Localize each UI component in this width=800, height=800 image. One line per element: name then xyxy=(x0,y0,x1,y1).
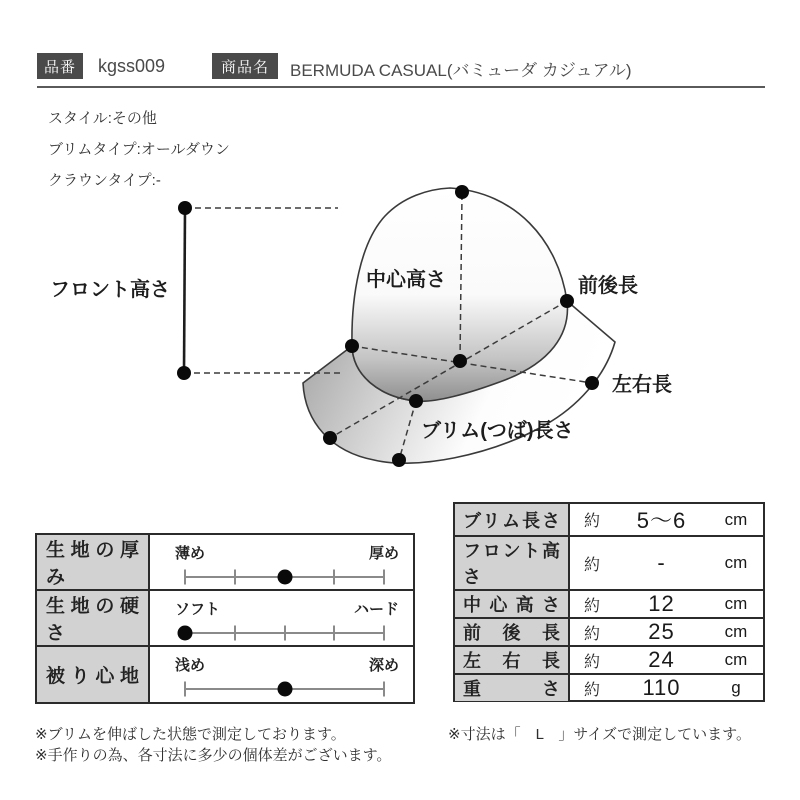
center-height-label: 中心高さ xyxy=(366,269,446,291)
approx-mark: 約 xyxy=(583,681,600,699)
size-row-label: 中心高さ xyxy=(455,591,570,617)
slider-tick xyxy=(234,626,236,641)
size-row-label: 重さ xyxy=(455,675,570,701)
slider-max-label: 深め xyxy=(368,657,399,674)
slider-tick xyxy=(333,570,335,585)
approx-mark: 約 xyxy=(583,513,600,530)
size-row-label: フロント高さ xyxy=(455,537,570,589)
slider-dot xyxy=(277,570,292,585)
slider-dot xyxy=(178,626,193,641)
slider-track xyxy=(185,680,384,698)
note-handmade-variance: ※手作りの為、各寸法に多少の個体差がございます。 xyxy=(35,747,392,764)
size-table xyxy=(453,502,765,702)
wearing-comfort-label: 被り心地 xyxy=(37,647,150,702)
slider-tick xyxy=(234,570,236,585)
product-name-value: BERMUDA CASUAL(バミューダ カジュアル) xyxy=(290,61,632,80)
size-value: 12 xyxy=(648,591,675,616)
slider-max-label: ハード xyxy=(353,601,399,618)
size-value: 25 xyxy=(648,619,675,644)
size-unit: cm xyxy=(724,594,748,613)
size-unit: cm xyxy=(724,509,748,529)
slider-min-label: 浅め xyxy=(175,657,206,674)
slider-min-label: 薄め xyxy=(175,545,206,562)
slider-dot xyxy=(277,682,292,697)
fabric-feel-table xyxy=(35,533,415,704)
size-value: 5〜6 xyxy=(636,508,687,533)
size-value: 24 xyxy=(648,647,675,672)
table-row xyxy=(37,535,413,591)
spec-brim-type: ブリムタイプ:オールダウン xyxy=(48,141,230,158)
slider-tick xyxy=(184,570,186,585)
hat-measurement-diagram xyxy=(20,170,680,490)
product-name-label-box xyxy=(212,53,278,79)
item-number-label: 品番 xyxy=(43,58,76,76)
product-name-label: 商品名 xyxy=(220,58,269,76)
table-row xyxy=(455,619,763,647)
spec-style: スタイル:その他 xyxy=(48,110,157,127)
size-unit: cm xyxy=(724,553,748,572)
slider-tick xyxy=(383,626,385,641)
size-unit: cm xyxy=(724,650,748,669)
approx-mark: 約 xyxy=(583,597,600,615)
table-row xyxy=(37,647,413,702)
wearing-comfort-slider xyxy=(150,647,413,702)
table-row xyxy=(455,675,763,701)
slider-tick xyxy=(284,626,286,641)
slider-tick xyxy=(383,682,385,697)
size-unit: g xyxy=(731,678,741,697)
slider-min-label: ソフト xyxy=(175,601,221,618)
fabric-hardness-slider xyxy=(150,591,413,645)
front-height-line xyxy=(184,208,185,373)
fabric-thickness-label: 生地の厚み xyxy=(37,535,150,589)
size-row-label: 前後長 xyxy=(455,619,570,645)
spec-crown-type: クラウンタイプ:- xyxy=(48,172,161,189)
table-row xyxy=(455,504,763,537)
approx-mark: 約 xyxy=(583,556,600,574)
front-height-label: フロント高さ xyxy=(50,279,170,301)
slider-max-label: 厚め xyxy=(368,545,399,562)
slider-tick xyxy=(333,626,335,641)
slider-track xyxy=(185,568,384,586)
approx-mark: 約 xyxy=(583,653,600,671)
size-row-label: ブリム長さ xyxy=(455,504,570,535)
item-number-label-box xyxy=(37,53,83,79)
slider-track xyxy=(185,624,384,642)
fabric-thickness-slider xyxy=(150,535,413,589)
front-back-length-label: 前後長 xyxy=(578,275,638,297)
measurement-notes xyxy=(35,724,391,766)
approx-mark: 約 xyxy=(583,625,600,643)
table-row xyxy=(455,647,763,675)
size-value: - xyxy=(657,550,666,575)
table-row xyxy=(455,591,763,619)
item-number-value: kgss009 xyxy=(98,56,166,76)
table-row xyxy=(37,591,413,647)
fabric-hardness-label: 生地の硬さ xyxy=(37,591,150,645)
slider-tick xyxy=(383,570,385,585)
left-right-length-label: 左右長 xyxy=(612,374,672,396)
size-row-label: 左右長 xyxy=(455,647,570,673)
header-divider xyxy=(37,86,765,88)
brim-length-label: ブリム(つば)長さ xyxy=(421,420,574,442)
table-row xyxy=(455,537,763,591)
slider-tick xyxy=(184,682,186,697)
note-brim-extended: ※ブリムを伸ばした状態で測定しております。 xyxy=(35,726,346,743)
note-size-measured: ※寸法は「 L 」サイズで測定しています。 xyxy=(448,726,751,743)
size-unit: cm xyxy=(724,622,748,641)
size-value: 110 xyxy=(642,675,681,700)
